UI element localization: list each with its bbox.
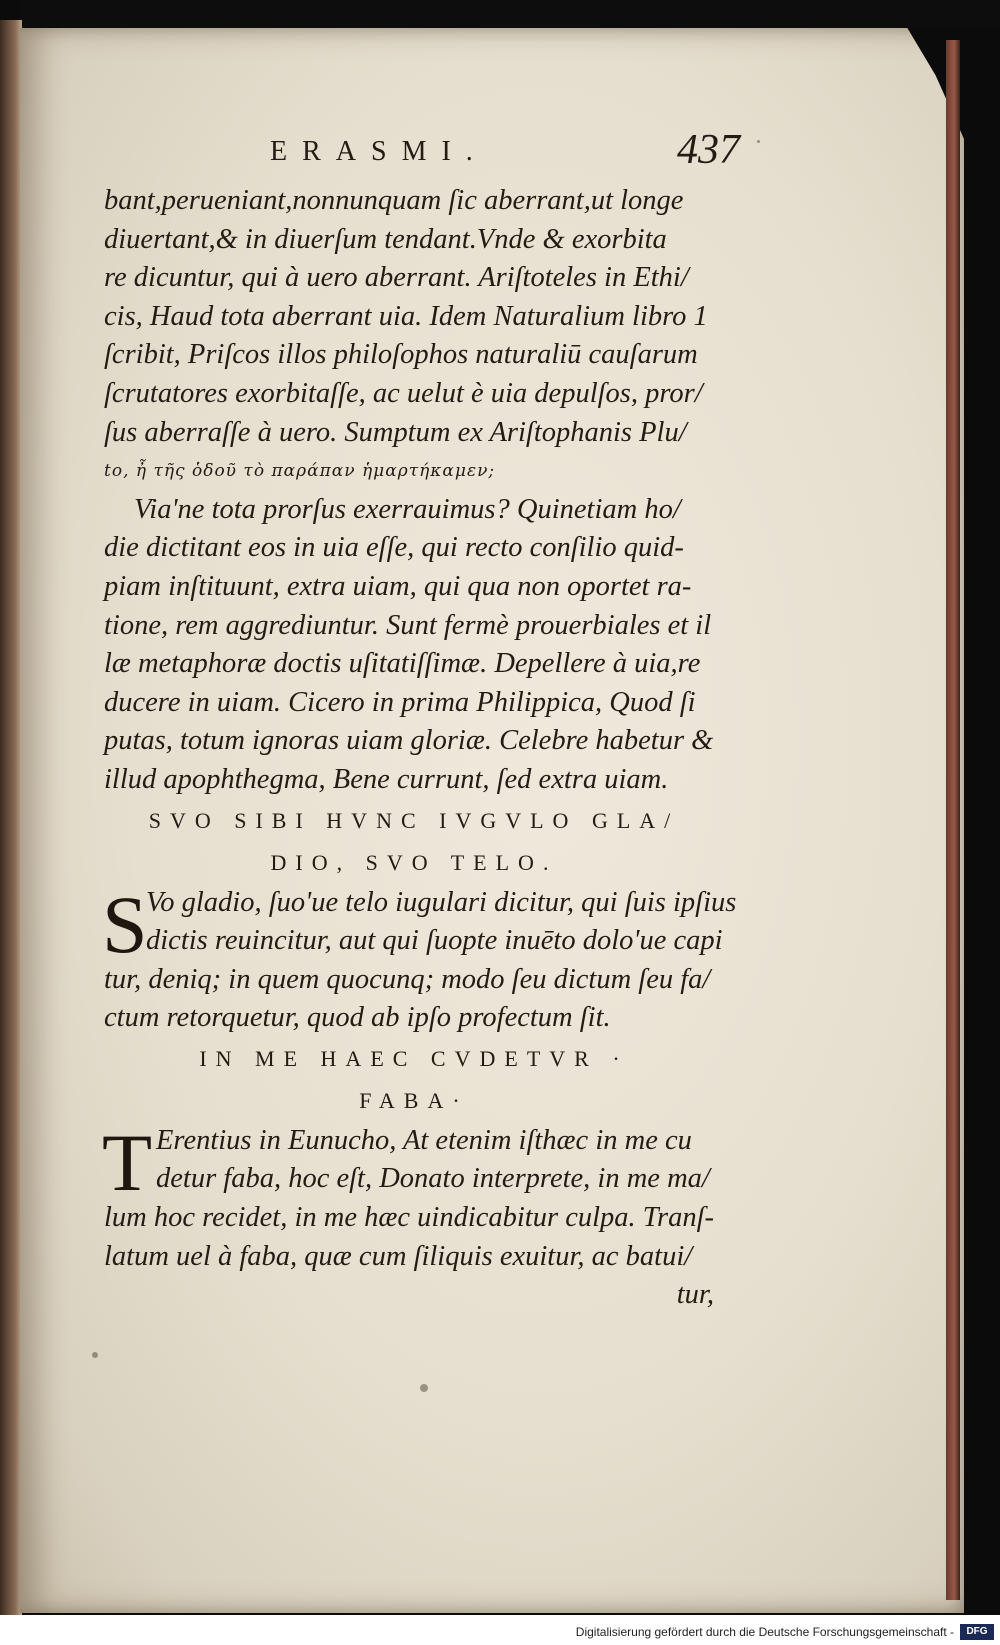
paragraph-1 — [104, 182, 724, 491]
text-line: ctum retorquetur, quod ab ipſo profectum ſit. — [104, 1002, 611, 1034]
text-line: bant,perueniant,nonnunquam ſic aberrant,ut longe — [104, 185, 684, 216]
adage-heading-line: FABA· — [359, 1087, 469, 1113]
text-line: ſcrutatores exorbitaſſe, ac uelut è uia depulſos, pror/ — [104, 377, 703, 409]
top-dark-strip — [20, 0, 1000, 28]
paper-speck — [92, 1352, 98, 1358]
text-line: Via'ne tota prorſus exerrauimus? Quinetiam ho/ — [134, 493, 681, 525]
page-fore-edge — [946, 40, 960, 1600]
text-line: Erentius in Eunucho, At etenim iſthæc in me cu — [156, 1124, 692, 1156]
text-line: cis, Haud tota aberrant uia. Idem Naturalium libro 1 — [104, 300, 708, 332]
text-line: latum uel à faba, quæ cum ſiliquis exuitur, ac batui/ — [104, 1240, 693, 1272]
running-head — [270, 128, 740, 178]
text-line: die dictitant eos in uia eſſe, qui recto conſilio quid- — [104, 532, 684, 564]
footer-bar — [0, 1615, 1000, 1645]
text-line: detur faba, hoc eſt, Donato interprete, in me ma/ — [156, 1163, 710, 1195]
paragraph-2 — [104, 491, 724, 800]
text-line: Vo gladio, ſuo'ue telo iugulari dicitur, qui ſuis ipſius — [146, 886, 737, 918]
text-line: læ metaphoræ doctis uſitatiſſimæ. Depellere à uia,re — [104, 648, 701, 680]
text-line: lum hoc recidet, in me hæc uindicabitur culpa. Tranſ- — [104, 1202, 715, 1234]
text-line: tur, deniq; in quem quocunq; modo ſeu dictum ſeu fa/ — [104, 963, 711, 995]
funding-credit: Digitalisierung gefördert durch die Deutsche Forschungsgemeinschaft - — [575, 1625, 954, 1639]
text-line: ſcribit, Priſcos illos philoſophos naturaliū cauſarum — [104, 339, 698, 371]
text-line: illud apophthegma, Bene currunt, ſed extra uiam. — [104, 763, 669, 795]
paper-speck — [757, 140, 760, 143]
paper-speck — [420, 1384, 428, 1392]
text-line: piam inſtituunt, extra uiam, qui qua non oportet ra- — [104, 570, 692, 602]
text-line: re dicuntur, qui à uero aberrant. Ariſtoteles in Ethi/ — [104, 262, 689, 294]
running-head-title: ERASMI. — [270, 136, 488, 167]
dfg-logo: DFG — [960, 1624, 994, 1640]
book-spine — [0, 20, 22, 1620]
text-line: putas, totum ignoras uiam gloriæ. Celebre habetur & — [104, 725, 714, 757]
text-line: ſus aberraſſe à uero. Sumptum ex Ariſtophanis Plu/ — [104, 416, 687, 448]
greek-quotation-line: to, ἦ τῆς ὁδοῦ τὸ παράπαν ἡμαρτήκαμεν; — [104, 461, 496, 482]
adage-heading-line: SVO SIBI HVNC IVGVLO GLA/ — [148, 807, 680, 833]
adage-heading-line: IN ME HAEC CVDETVR · — [199, 1045, 629, 1071]
adage-heading-line: DIO, SVO TELO. — [270, 849, 558, 875]
text-line: tione, rem aggrediuntur. Sunt fermè prouerbiales et il — [104, 609, 712, 641]
page-number: 437 — [677, 127, 740, 173]
catchword: tur, — [676, 1279, 714, 1311]
drop-capital: T — [102, 1116, 153, 1208]
text-line: ducere in uiam. Cicero in prima Philippica, Quod ſi — [104, 686, 696, 718]
paragraph-4 — [102, 1116, 724, 1315]
drop-capital: S — [102, 878, 148, 970]
text-line: diuertant,& in diuerſum tendant.Vnde & exorbita — [104, 223, 667, 255]
paragraph-3 — [102, 878, 737, 1038]
text-line: dictis reuincitur, aut qui ſuopte inuēto dolo'ue capi — [146, 925, 723, 957]
page-body — [102, 182, 737, 1315]
